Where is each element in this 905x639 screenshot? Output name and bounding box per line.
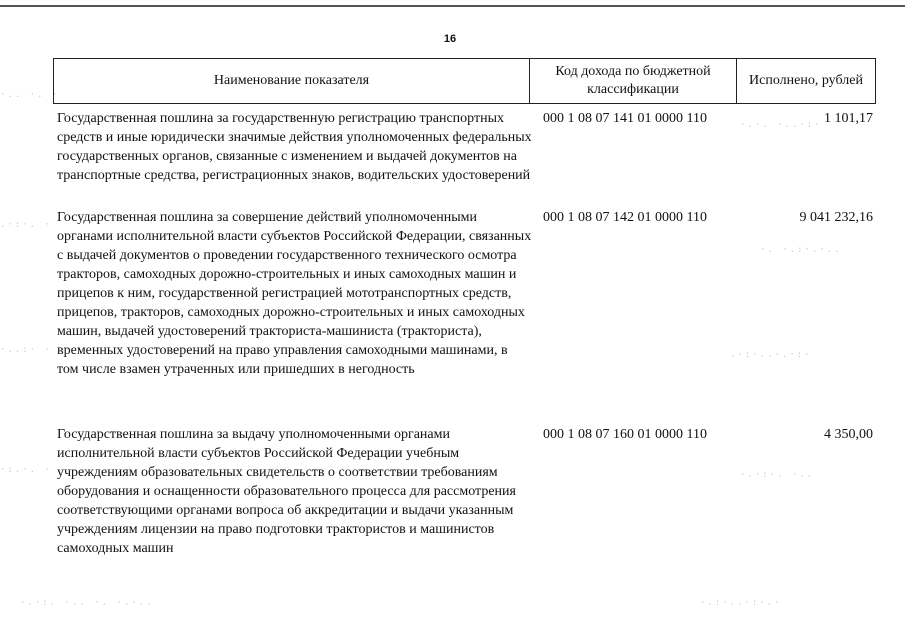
row-amount: 9 041 232,16 xyxy=(799,210,873,225)
row-amount: 1 101,17 xyxy=(824,111,873,126)
header-code-column: Код дохода по бюджетной классификации xyxy=(529,59,736,103)
row-budget-code: 000 1 08 07 160 01 0000 110 xyxy=(543,427,707,442)
row-description: Государственная пошлина за выдачу уполномоченными органами исполнительной власти субъектов Российской Федерации учебным учреждениям образовательных свидетельств о соответствии требованиям оборудования и оснащенности образовательного процесса для рассмотрения соответствующими органами вопроса об аккредитации и выдачи указанным учреждениям лицензии на право подготовки трактористов и машинистов самоходных машин xyxy=(57,427,516,556)
table-header xyxy=(53,58,876,104)
scan-artifact: ·.·:. ·.. ·. ·.·.. xyxy=(20,598,154,608)
row-description: Государственная пошлина за государственную регистрацию транспортных средств и иные юридически значимые действия уполномоченных федеральных государственных органов, связанные с изменением и выдачей документов на транспортные средства, регистрационных знаков, водительских удостоверений xyxy=(57,111,532,183)
scan-artifact: ·.·:·. ·.. xyxy=(740,470,815,480)
scan-artifact: ·:.·. · xyxy=(0,465,52,475)
row-amount: 4 350,00 xyxy=(824,427,873,442)
page-number: 16 xyxy=(443,33,457,45)
scan-artifact: ·.·. ·..·:· xyxy=(740,120,822,130)
scan-artifact: ·. ·.:·.·.. xyxy=(760,245,842,255)
scan-artifact: .·:·..·.·:· xyxy=(730,350,812,360)
scan-artifact: ·.:·..·:·.· xyxy=(700,598,782,608)
scan-artifact: ·..:· · xyxy=(0,345,52,355)
row-budget-code: 000 1 08 07 141 01 0000 110 xyxy=(543,111,707,126)
row-budget-code: 000 1 08 07 142 01 0000 110 xyxy=(543,210,707,225)
row-description: Государственная пошлина за совершение действий уполномоченными органами исполнительной власти субъектов Российской Федерации, связанных с выдачей документов о проведении государственного технического осмотра тракторов, самоходных дорожно-строительных и иных самоходных машин и прицепов к ним, государственной регистрацией мототранспортных средств, прицепов, тракторов, самоходных дорожно-строительных и иных самоходных машин, выдачей удостоверений тракториста-машиниста (тракториста), временных удостоверений на право управления самоходными машинами, в том числе взамен утраченных или пришедших в негодность xyxy=(57,210,532,377)
header-amount-column: Исполнено, рублей xyxy=(736,59,875,103)
header-name-column: Наименование показателя xyxy=(213,73,370,88)
scan-artifact: ·.. ·. · xyxy=(0,90,60,100)
page-top-rule xyxy=(0,5,905,7)
scan-artifact: .·:·. · xyxy=(0,220,52,230)
